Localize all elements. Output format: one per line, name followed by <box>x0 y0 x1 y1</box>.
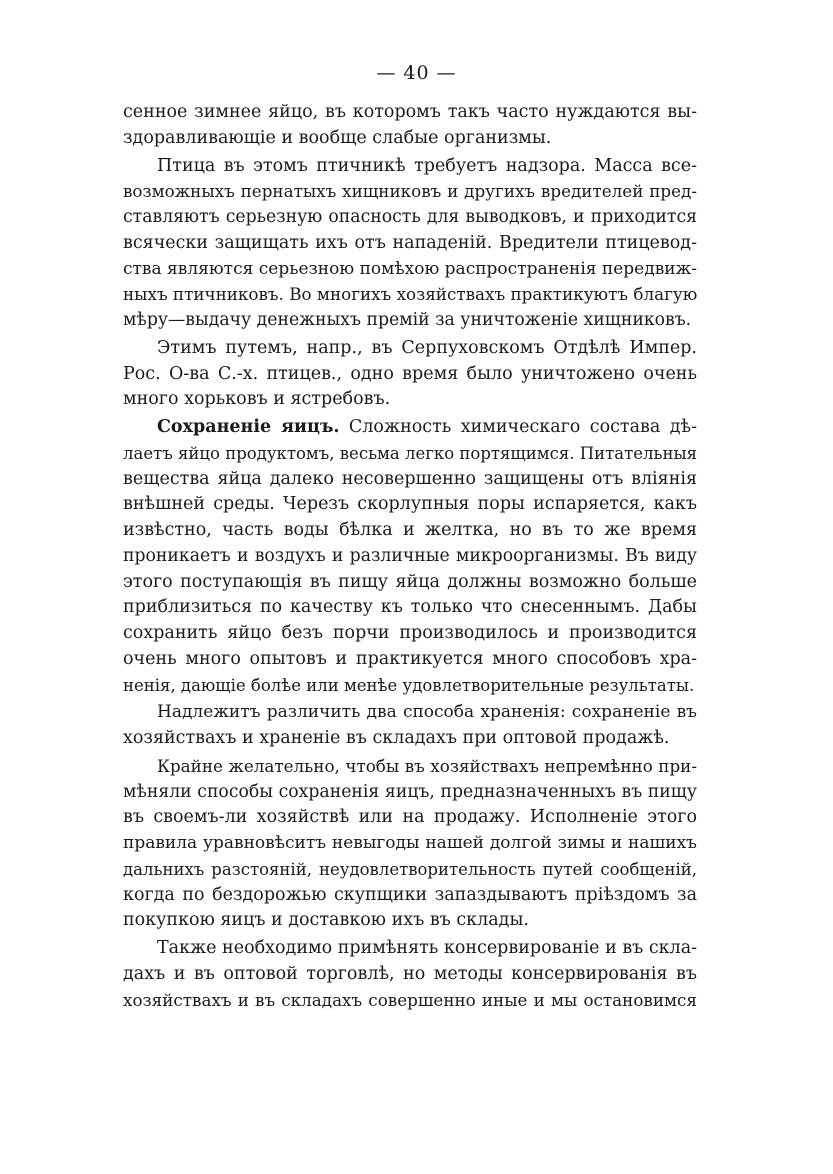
text-line <box>123 831 697 857</box>
line-text: возможныхъ пернатыхъ хищниковъ и другихъ вредителей пред- <box>123 181 697 202</box>
text-line <box>123 518 697 544</box>
text-line <box>123 336 697 362</box>
text-line <box>123 673 697 699</box>
line-text: сенное зимнее яйцо, въ которомъ такъ часто нуждаются вы- <box>123 102 697 122</box>
line-text: Этимъ путемъ, напр., въ Серпуховскомъ Отдѣлѣ Импер. <box>157 337 697 358</box>
text-line <box>123 205 697 231</box>
line-text: правила уравновѣситъ невыгоды нашей долгой зимы и нашихъ <box>123 833 697 853</box>
line-text: вещества яйца далеко несовершенно защищены отъ вліянія <box>123 468 697 489</box>
line-text: ставляютъ серьезную опасность для выводковъ, и приходится <box>123 207 697 227</box>
line-text: Сложность химическаго состава дѣ- <box>339 417 698 437</box>
text-line <box>123 282 697 308</box>
body-text <box>123 100 697 1013</box>
text-line <box>123 936 697 962</box>
line-text: ства являются серьезною помѣхою распространенія передвиж- <box>123 258 697 279</box>
text-line <box>123 647 697 673</box>
line-text: всячески защищать ихъ отъ нападеній. Вредители птицевод- <box>123 232 697 253</box>
line-text: извѣстно, часть воды бѣлка и желтка, но въ то же время <box>123 520 697 540</box>
line-text: Крайне желательно, чтобы въ хозяйствахъ непремѣнно при- <box>157 755 697 776</box>
text-line <box>123 908 697 934</box>
line-text: дахъ и въ оптовой торговлѣ, но методы консервированія въ <box>123 963 697 984</box>
line-text: Также необходимо примѣнять консервированіе и въ скла- <box>157 938 698 958</box>
line-text: покупкою яицъ и доставкою ихъ въ склады. <box>123 910 529 931</box>
text-line <box>123 700 697 726</box>
line-text: Рос. О-ва С.-х. птицев., одно время было уничтожено очень <box>123 363 697 384</box>
line-text: Птица въ этомъ птичникѣ требуетъ надзора. Масса все- <box>157 155 697 176</box>
line-text: въ своемъ-ли хозяйствѣ или на продажу. Исполненіе этого <box>123 807 697 828</box>
line-text: приблизиться по качеству къ только что снесеннымъ. Дабы <box>123 597 697 618</box>
line-text: когда по бездорожью скупщики запаздываютъ пріѣздомъ за <box>123 884 697 905</box>
text-line <box>123 308 697 334</box>
page-number: — 40 — <box>376 62 457 84</box>
section-heading: Сохраненіе яицъ. <box>157 417 340 437</box>
text-line <box>123 754 697 780</box>
text-line <box>123 126 697 152</box>
text-line <box>123 621 697 647</box>
text-line <box>123 467 697 493</box>
text-line <box>123 441 697 467</box>
line-text: очень много опытовъ и практикуется много способовъ хра- <box>123 648 697 669</box>
line-text: Надлежитъ различить два способа храненія: сохраненіе въ <box>157 702 697 723</box>
line-text: много хорьковъ и ястребовъ. <box>123 389 391 410</box>
line-text: здоравливающіе и вообще слабые организмы. <box>123 127 552 148</box>
text-line <box>123 387 697 413</box>
line-text: хозяйствахъ и храненіе въ складахъ при оптовой продажѣ. <box>123 728 670 748</box>
line-text: ненія, дающіе болѣе или менѣе удовлетворительные результаты. <box>123 675 695 695</box>
text-line <box>123 726 697 752</box>
text-line <box>123 415 697 441</box>
text-line <box>123 595 697 621</box>
line-text: мѣняли способы сохраненія яицъ, предназначенныхъ въ пищу <box>123 781 697 802</box>
text-line <box>123 231 697 257</box>
line-text: сохранить яйцо безъ порчи производилось и производится <box>123 623 697 643</box>
text-line <box>123 805 697 831</box>
line-text: этого поступающія въ пищу яйца должны возможно больше <box>123 571 697 592</box>
text-line <box>123 988 697 1014</box>
text-line <box>123 780 697 806</box>
line-text: ныхъ птичниковъ. Во многихъ хозяйствахъ практикуютъ благую <box>123 284 698 305</box>
text-line <box>123 857 697 883</box>
text-line <box>123 570 697 596</box>
text-line <box>123 100 697 126</box>
line-text: мѣру—выдачу денежныхъ премій за уничтоженіе хищниковъ. <box>123 310 692 330</box>
text-line <box>123 544 697 570</box>
line-text: хозяйствахъ и въ складахъ совершенно иные и мы остановимся <box>123 989 697 1010</box>
line-text: дальнихъ разстояній, неудовлетворительность путей сообщеній, <box>123 859 697 879</box>
text-line <box>123 362 697 388</box>
text-line <box>123 962 697 988</box>
text-line <box>123 154 697 180</box>
line-text: лаетъ яйцо продуктомъ, весьма легко портящимся. Питательныя <box>123 443 697 463</box>
text-line <box>123 492 697 518</box>
text-line <box>123 883 697 909</box>
line-text: внѣшней среды. Черезъ скорлупныя поры испаряется, какъ <box>123 494 697 515</box>
text-line <box>123 179 697 205</box>
line-text: проникаетъ и воздухъ и различные микроорганизмы. Въ виду <box>123 545 697 566</box>
text-line <box>123 257 697 283</box>
